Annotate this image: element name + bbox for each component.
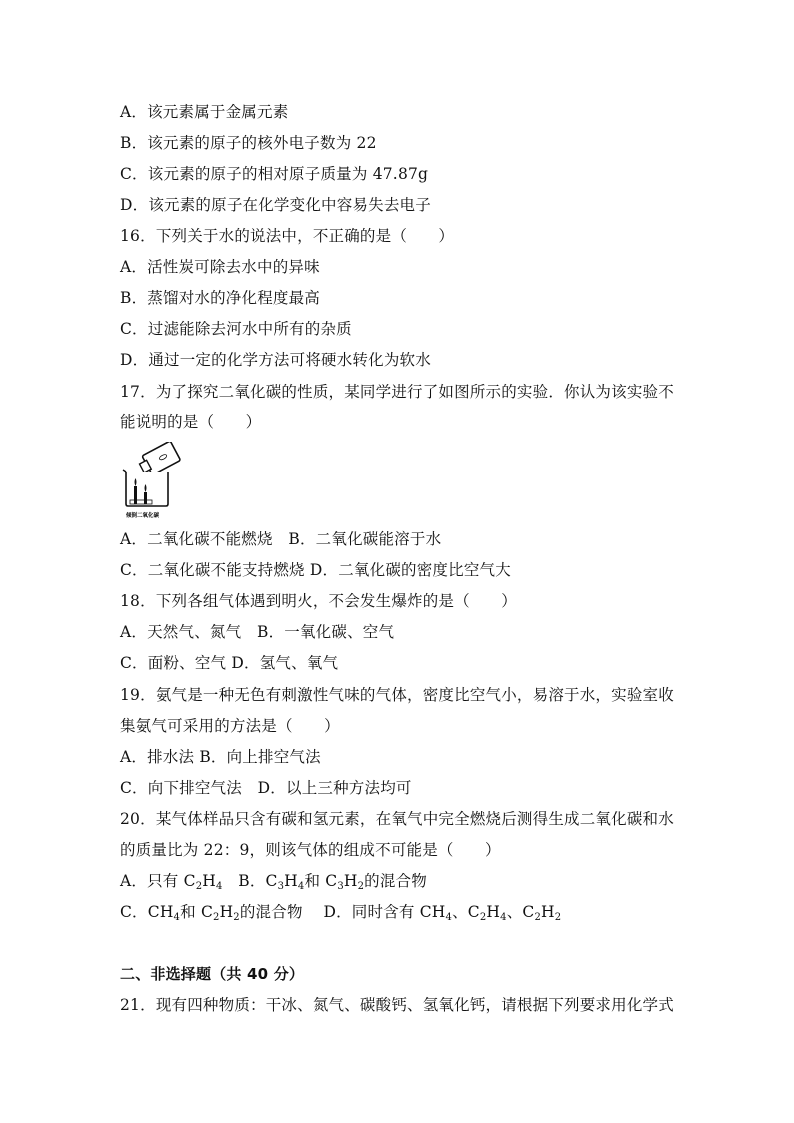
q16-option-b: B．蒸馏对水的净化程度最高 xyxy=(120,289,320,307)
q20-stem-line1: 20．某气体样品只含有碳和氢元素，在氧气中完全燃烧后测得生成二氧化碳和水 xyxy=(120,810,674,828)
formula-c2h2: $C_2H_2$ xyxy=(200,903,240,923)
formula-ch4: $CH_4$ xyxy=(147,903,181,923)
formula-c3h2: $C_3H_2$ xyxy=(325,872,365,892)
q17-options-row1: A．二氧化碳不能燃烧 B．二氧化碳能溶于水 xyxy=(120,530,442,548)
q15-option-a: A．该元素属于金属元素 xyxy=(120,103,289,121)
q19-stem-line1: 19．氨气是一种无色有刺激性气味的气体，密度比空气小，易溶于水，实验室收 xyxy=(120,686,674,704)
formula-c2h4: $C_2H_4$ xyxy=(183,872,223,892)
q17-options-row2: C．二氧化碳不能支持燃烧 D．二氧化碳的密度比空气大 xyxy=(120,561,511,579)
q15-option-d: D．该元素的原子在化学变化中容易失去电子 xyxy=(120,196,431,214)
q19-stem-line2: 集氨气可采用的方法是（ ） xyxy=(120,717,340,735)
q20-options-row1: A．只有 $C_2H_4$ B．$C_3H_4$和 $C_3H_2$的混合物 xyxy=(120,872,427,892)
formula-c2h2-2: $C_2H_2$ xyxy=(522,903,562,923)
q17-stem-line2: 能说明的是（ ） xyxy=(120,413,262,431)
q20-stem-line2: 的质量比为 22：9，则该气体的组成不可能是（ ） xyxy=(120,841,501,859)
q18-options-row2: C．面粉、空气 D．氢气、氧气 xyxy=(120,654,339,672)
co2-pouring-experiment-figure xyxy=(120,442,186,520)
q19-options-row1: A．排水法 B．向上排空气法 xyxy=(120,748,321,766)
figure-caption: 倾倒二氧化碳 xyxy=(126,513,160,519)
q16-option-c: C．过滤能除去河水中所有的杂质 xyxy=(120,320,352,338)
q16-stem: 16．下列关于水的说法中，不正确的是（ ） xyxy=(120,227,455,245)
formula-c3h4: $C_3H_4$ xyxy=(265,872,305,892)
beaker-candles-illustration xyxy=(120,442,186,520)
section-heading-non-multiple-choice: 二、非选择题（共 40 分） xyxy=(120,965,305,983)
formula-c2h4-2: $C_2H_4$ xyxy=(467,903,507,923)
q17-stem-line1: 17．为了探究二氧化碳的性质，某同学进行了如图所示的实验．你认为该实验不 xyxy=(120,383,674,401)
q15-option-b: B．该元素的原子的核外电子数为 22 xyxy=(120,134,377,152)
q16-option-a: A．活性炭可除去水中的异味 xyxy=(120,258,320,276)
q20-options-row2: C．$CH_4$和 $C_2H_2$的混合物 D．同时含有 $CH_4$、$C_2H_4$、$C_2H_2$ xyxy=(120,903,562,923)
q15-option-c: C．该元素的原子的相对原子质量为 47.87g xyxy=(120,165,429,183)
q21-stem: 21．现有四种物质：干冰、氮气、碳酸钙、氢氧化钙，请根据下列要求用化学式 xyxy=(120,996,674,1014)
q18-stem: 18．下列各组气体遇到明火，不会发生爆炸的是（ ） xyxy=(120,592,517,610)
q16-option-d: D．通过一定的化学方法可将硬水转化为软水 xyxy=(120,351,431,369)
q19-options-row2: C．向下排空气法 D．以上三种方法均可 xyxy=(120,779,412,797)
formula-ch4-2: $CH_4$ xyxy=(419,903,453,923)
q18-options-row1: A．天然气、氮气 B．一氧化碳、空气 xyxy=(120,623,395,641)
